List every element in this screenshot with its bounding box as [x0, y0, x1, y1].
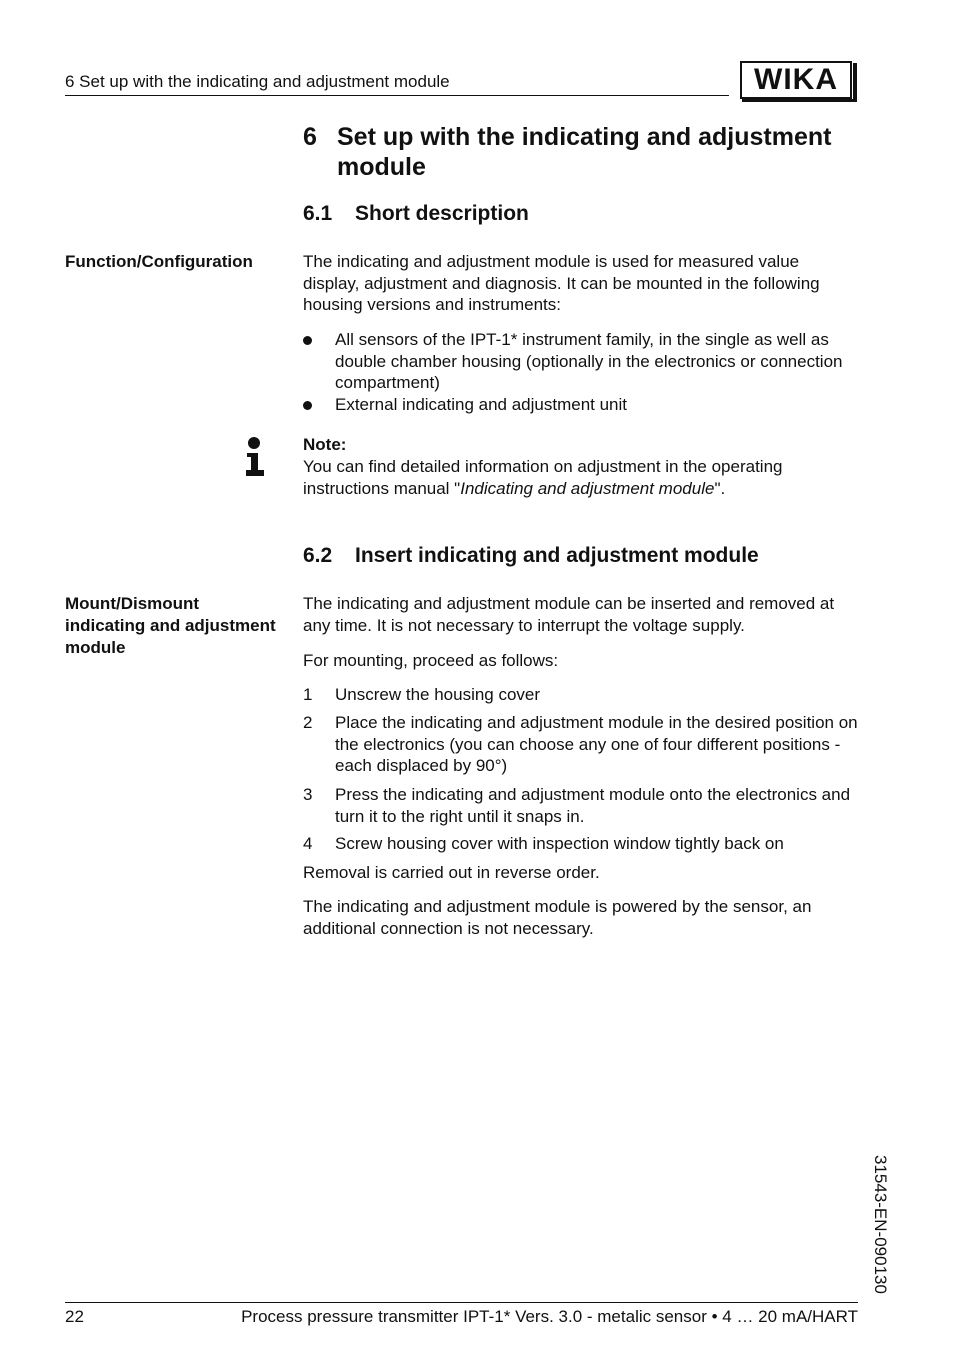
step-text: Press the indicating and adjustment module onto the electronics and turn it to the right until it snaps in. — [335, 785, 851, 826]
note-text: You can find detailed information on adjustment in the operating instructions manual "Indicating and adjustment module". — [303, 457, 783, 498]
step-text: Screw housing cover with inspection window tightly back on — [335, 834, 784, 853]
bullet-item: External indicating and adjustment unit — [303, 394, 860, 416]
chapter-title: Set up with the indicating and adjustment module — [337, 123, 832, 181]
chapter-heading — [303, 122, 863, 182]
step-number: 4 — [303, 834, 313, 853]
step-number: 2 — [303, 713, 313, 732]
section-number: 6.1 — [303, 202, 333, 225]
side-label-function: Function/Configuration — [65, 252, 253, 271]
bullet-icon — [303, 401, 312, 410]
step-item — [303, 784, 860, 827]
bullet-item: All sensors of the IPT-1* instrument family, in the single as well as double chamber housing (optionally in the electronics or connection compartment) — [303, 329, 860, 394]
section-heading-6-1 — [303, 202, 529, 226]
step-number: 1 — [303, 685, 313, 704]
bullet-icon — [303, 336, 312, 345]
header-rule — [65, 95, 729, 96]
side-label-mount: Mount/Dismount indicating and adjustment module — [65, 594, 276, 657]
running-header: 6 Set up with the indicating and adjustment module — [65, 72, 450, 91]
paragraph-removal: Removal is carried out in reverse order. — [303, 863, 600, 882]
chapter-number: 6 — [303, 123, 317, 151]
step-text: Place the indicating and adjustment module in the desired position on the electronics (you can choose any one of four different positions - each displaced by 90°) — [335, 713, 858, 775]
wika-logo — [740, 61, 858, 103]
info-icon — [244, 436, 266, 478]
note-label: Note: — [303, 435, 347, 454]
footer-rule — [65, 1302, 858, 1303]
step-number: 3 — [303, 785, 313, 804]
document-number: 31543-EN-090130 — [871, 1155, 890, 1294]
section-title: Short description — [355, 202, 529, 225]
paragraph-intro: The indicating and adjustment module can be inserted and removed at any time. It is not necessary to interrupt the voltage supply. — [303, 594, 835, 635]
section-title: Insert indicating and adjustment module — [355, 544, 759, 567]
section-heading-6-2 — [303, 544, 759, 568]
paragraph-lead: For mounting, proceed as follows: — [303, 651, 559, 670]
step-item — [303, 712, 860, 777]
paragraph-intro: The indicating and adjustment module is used for measured value display, adjustment and diagnosis. It can be mounted in the following housing versions and instruments: — [303, 252, 820, 314]
page-number: 22 — [65, 1307, 84, 1326]
section-number: 6.2 — [303, 544, 333, 567]
step-item — [303, 684, 860, 706]
step-text: Unscrew the housing cover — [335, 685, 541, 704]
footer-title: Process pressure transmitter IPT-1* Vers. 3.0 - metalic sensor • 4 … 20 mA/HART — [241, 1307, 858, 1326]
logo-text: WIKA — [754, 63, 838, 96]
step-item — [303, 833, 860, 855]
paragraph-power: The indicating and adjustment module is powered by the sensor, an additional connection is not necessary. — [303, 897, 812, 938]
